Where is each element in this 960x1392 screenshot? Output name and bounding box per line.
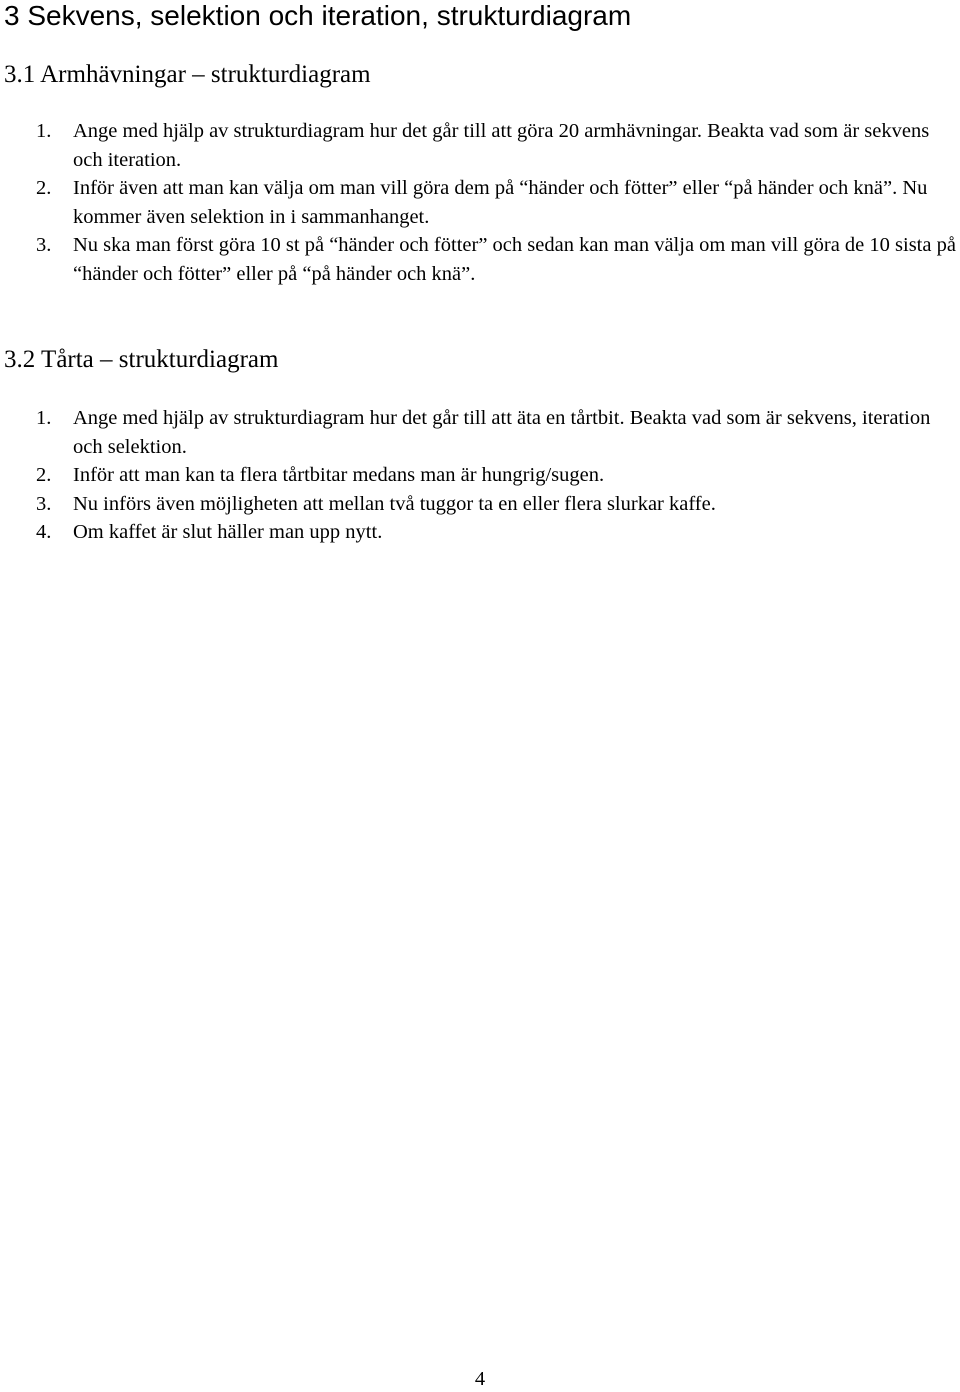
item-number: 1. bbox=[36, 407, 52, 429]
item-text: Ange med hjälp av strukturdiagram hur det går till att äta en tårtbit. Beakta vad som är sekvens, iteration och selektion. bbox=[73, 407, 931, 458]
item-number: 3. bbox=[36, 492, 52, 515]
list-item bbox=[0, 518, 960, 547]
list-item bbox=[0, 404, 960, 461]
exercise-list-tarta bbox=[0, 404, 960, 547]
item-number: 2. bbox=[36, 464, 52, 486]
exercise-list-armhavningar bbox=[0, 117, 960, 288]
section-heading-tarta: 3.2 Tårta – strukturdiagram bbox=[4, 346, 279, 373]
item-number: 4. bbox=[36, 521, 52, 543]
item-text: Nu införs även möjligheten att mellan två tuggor ta en eller flera slurkar kaffe. bbox=[73, 492, 716, 515]
item-text: Inför att man kan ta flera tårtbitar medans man är hungrig/sugen. bbox=[73, 464, 605, 486]
item-number: 1. bbox=[36, 120, 52, 142]
page-number: 4 bbox=[474, 1368, 486, 1390]
list-item bbox=[0, 174, 960, 231]
list-item bbox=[0, 231, 960, 288]
item-text: Ange med hjälp av strukturdiagram hur det går till att göra 20 armhävningar. Beakta vad som är sekvens och iteration. bbox=[73, 120, 930, 171]
item-text: Om kaffet är slut häller man upp nytt. bbox=[73, 521, 383, 543]
list-item bbox=[0, 461, 960, 490]
section-heading-armhavningar: 3.1 Armhävningar – strukturdiagram bbox=[4, 61, 371, 88]
item-text: Inför även att man kan välja om man vill göra dem på “händer och fötter” eller “på händer och knä”. Nu kommer även selektion in i sammanhanget. bbox=[73, 177, 928, 228]
list-item bbox=[0, 117, 960, 174]
item-text: Nu ska man först göra 10 st på “händer och fötter” och sedan kan man välja om man vill göra de 10 sista på “händer och fötter” eller på “på händer och knä”. bbox=[73, 234, 956, 285]
list-item bbox=[0, 490, 960, 519]
item-number: 3. bbox=[36, 234, 52, 256]
item-number: 2. bbox=[36, 177, 52, 199]
chapter-title: 3 Sekvens, selektion och iteration, strukturdiagram bbox=[4, 0, 632, 31]
